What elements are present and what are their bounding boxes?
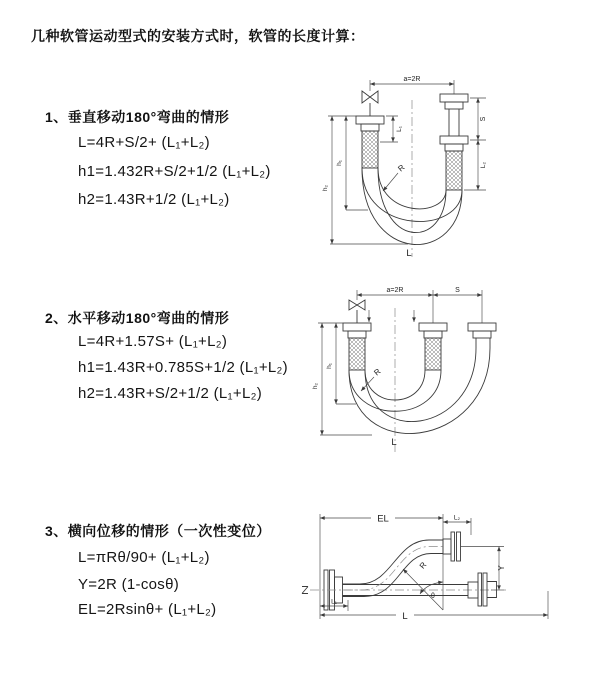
section1-formula-l: L=4R+S/2+ (L₁+L₂) bbox=[78, 134, 210, 151]
radius-label: R bbox=[372, 366, 383, 378]
left-braid bbox=[349, 338, 365, 370]
section3-formula-l: L=πRθ/90+ (L₁+L₂) bbox=[78, 549, 210, 566]
break-mark bbox=[302, 587, 308, 594]
right-flange-top bbox=[440, 94, 468, 102]
left-flange bbox=[356, 116, 384, 124]
lower-right-flange bbox=[478, 573, 482, 606]
dim-a2r-label: a=2R bbox=[386, 287, 404, 294]
dim-s-label: S bbox=[455, 287, 460, 294]
diagram-vertical-180-bend bbox=[312, 70, 597, 260]
valve-icon bbox=[349, 300, 365, 310]
left-flange bbox=[343, 323, 371, 331]
dim-y-label: Y bbox=[497, 565, 506, 571]
diagram-horizontal-180-bend bbox=[310, 280, 600, 460]
dim-l1-label: L₁ bbox=[331, 598, 337, 606]
upper-flange-stub bbox=[443, 539, 451, 554]
dim-h2-label: h₂ bbox=[312, 382, 319, 390]
angle-label: θ bbox=[431, 593, 435, 600]
dim-el-label: EL bbox=[377, 513, 389, 525]
dim-s-label: S bbox=[480, 116, 487, 122]
dim-h1-label: h₁ bbox=[336, 160, 343, 166]
dim-h1-label: h₁ bbox=[326, 363, 333, 369]
section3-formula-el: EL=2Rsinθ+ (L₁+L₂) bbox=[78, 601, 217, 618]
dim-a2r-label: a=2R bbox=[403, 76, 421, 83]
section2-heading: 2、水平移动180°弯曲的情形 bbox=[45, 310, 230, 326]
valve-icon bbox=[362, 91, 378, 103]
left-braid bbox=[362, 131, 378, 168]
section2-formula-l: L=4R+1.57S+ (L₁+L₂) bbox=[78, 333, 228, 350]
right-flange bbox=[468, 323, 496, 331]
dim-l1-label: L₁ bbox=[396, 126, 403, 132]
middle-braid bbox=[425, 338, 441, 370]
page-title: 几种软管运动型式的安装方式时，软管的长度计算： bbox=[31, 28, 365, 44]
section2-formula-h1: h1=1.43R+0.785S+1/2 (L₁+L₂) bbox=[78, 359, 288, 376]
upper-flange bbox=[451, 532, 455, 561]
radius-label: R bbox=[396, 162, 407, 174]
section1-heading: 1、垂直移动180°弯曲的情形 bbox=[45, 109, 230, 125]
middle-flange bbox=[419, 323, 447, 331]
dim-l2-label: L₂ bbox=[480, 161, 487, 169]
right-flange-mid bbox=[440, 136, 468, 144]
length-label: L bbox=[406, 248, 412, 259]
section1-formula-h2: h2=1.43R+1/2 (L₁+L₂) bbox=[78, 191, 230, 208]
length-label: L bbox=[391, 437, 397, 448]
hose-curve bbox=[343, 540, 444, 584]
section3-heading: 3、横向位移的情形（一次性变位） bbox=[45, 523, 271, 539]
diagram-lateral-displacement bbox=[298, 503, 598, 658]
right-braid bbox=[446, 151, 462, 190]
radius-label: R bbox=[417, 560, 429, 571]
section1-formula-h1: h1=1.432R+S/2+1/2 (L₁+L₂) bbox=[78, 163, 271, 180]
dim-h2-label: h₂ bbox=[322, 184, 329, 192]
section2-formula-h2: h2=1.43R+S/2+1/2 (L₁+L₂) bbox=[78, 385, 263, 402]
dim-l2-label: L₂ bbox=[453, 514, 461, 522]
section3-formula-y: Y=2R (1-cosθ) bbox=[78, 576, 180, 593]
length-label: L bbox=[402, 611, 408, 622]
